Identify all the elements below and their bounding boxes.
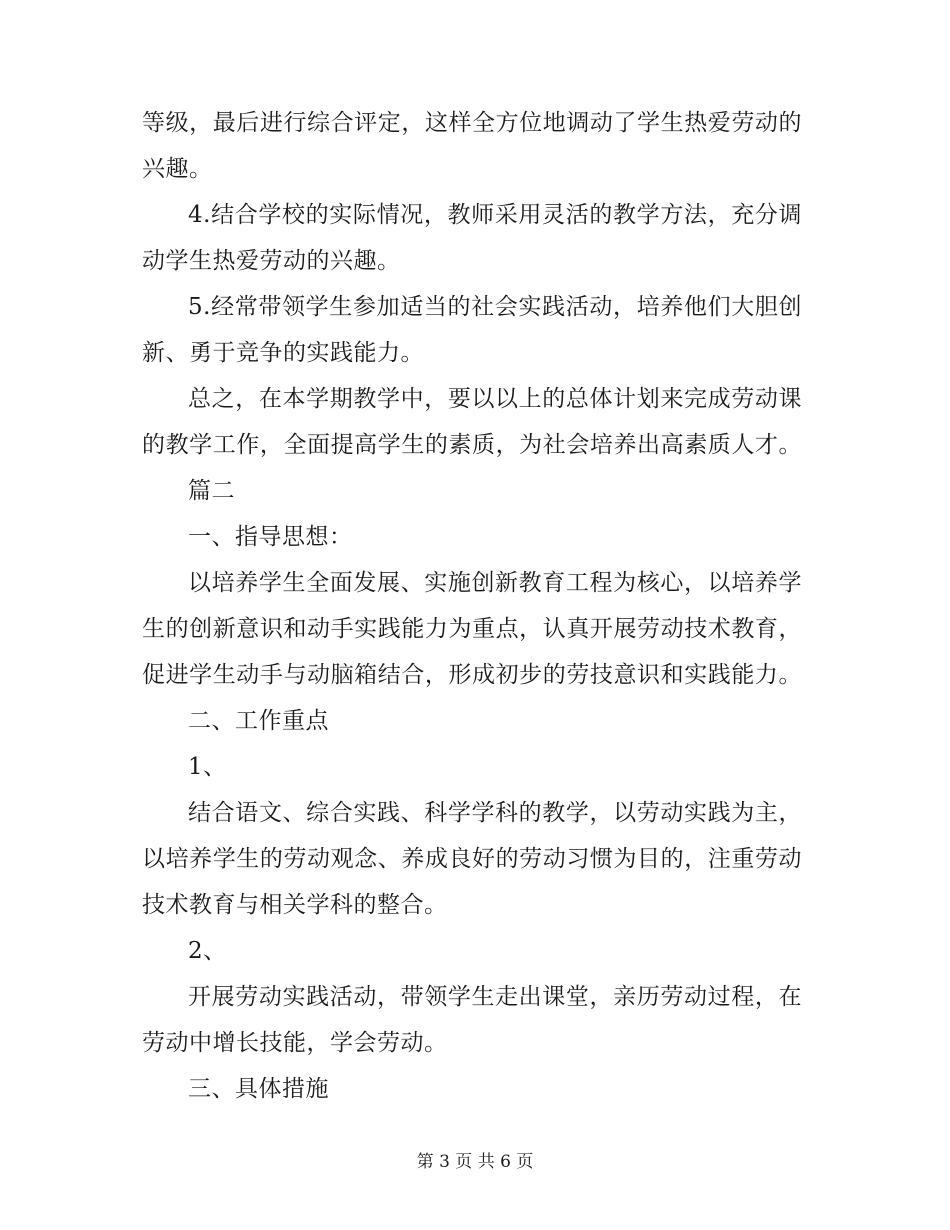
paragraph-line: 以培养学生的劳动观念、养成良好的劳动习惯为目的，注重劳动 [142, 846, 802, 872]
paragraph-line: 开展劳动实践活动，带领学生走出课堂，亲历劳动过程，在 [188, 984, 802, 1010]
paragraph-line: 新、勇于竞争的实践能力。 [142, 340, 424, 366]
paragraph-line: 以培养学生全面发展、实施创新教育工程为核心，以培养学 [188, 570, 802, 596]
paragraph-line: 5.经常带领学生参加适当的社会实践活动，培养他们大胆创 [188, 294, 802, 320]
section-heading: 二、工作重点 [188, 708, 329, 734]
paragraph-line: 动学生热爱劳动的兴趣。 [142, 248, 401, 274]
paragraph-line: 劳动中增长技能，学会劳动。 [142, 1030, 448, 1056]
paragraph-line: 兴趣。 [142, 156, 213, 182]
list-number: 1、 [188, 754, 227, 780]
paragraph-line: 生的创新意识和动手实践能力为重点，认真开展劳动技术教育， [142, 616, 802, 642]
paragraph-line: 技术教育与相关学科的整合。 [142, 892, 448, 918]
paragraph-line: 促进学生动手与动脑箱结合，形成初步的劳技意识和实践能力。 [142, 662, 802, 688]
page-number-footer: 第 3 页 共 6 页 [416, 1152, 534, 1172]
paragraph-line: 等级，最后进行综合评定，这样全方位地调动了学生热爱劳动的 [142, 110, 802, 136]
document-body [142, 100, 802, 1112]
paragraph-line: 的教学工作，全面提高学生的素质，为社会培养出高素质人才。 [142, 432, 802, 458]
section-heading: 三、具体措施 [188, 1076, 329, 1102]
paragraph-line: 结合语文、综合实践、科学学科的教学，以劳动实践为主， [188, 800, 802, 826]
list-number: 2、 [188, 938, 227, 964]
section-heading: 一、指导思想： [188, 524, 353, 550]
section-heading: 篇二 [188, 478, 235, 504]
paragraph-line: 4.结合学校的实际情况，教师采用灵活的教学方法，充分调 [188, 202, 802, 228]
paragraph-line: 总之，在本学期教学中，要以以上的总体计划来完成劳动课 [188, 386, 802, 412]
